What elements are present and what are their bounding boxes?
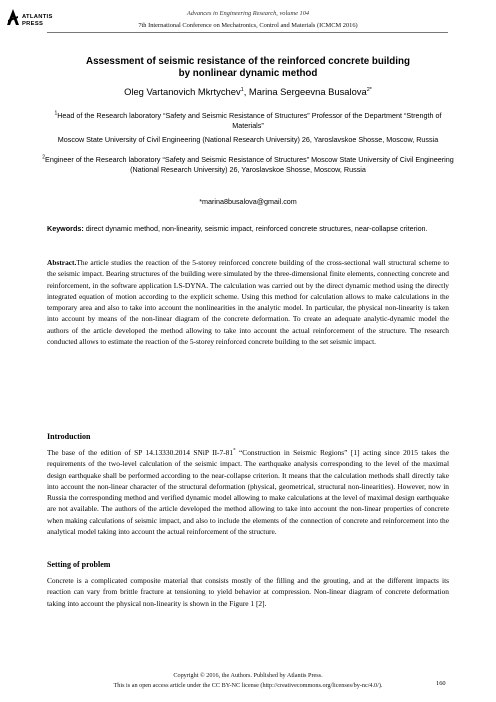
paper-title xyxy=(40,56,456,80)
license-notice[interactable]: This is an open access article under the CC BY-NC license (http://creativecommons.org/licenses/by-nc/4.0/). xyxy=(113,682,383,689)
introduction-paragraph xyxy=(47,447,449,537)
copyright-notice: Copyright © 2016, the Authors. Published by Atlantis Press. xyxy=(173,672,323,679)
affiliation-2-mark: 2 xyxy=(42,154,46,161)
corresponding-email[interactable]: *marina8busalova@gmail.com xyxy=(199,197,297,206)
conference-name: 7th International Conference on Mechatronics, Control and Materials (ICMCM 2016) xyxy=(138,22,358,29)
affiliation-2-text: Engineer of the Research laboratory “Safety and Seismic Resistance of Structures” Moscow State University of Civil Engineering (National Research University) 26, Yaroslavskoe Shosse, Moscow, Russia xyxy=(45,155,454,174)
keywords xyxy=(47,224,449,234)
abstract-label: Abstract. xyxy=(47,258,77,267)
header-rule xyxy=(47,32,448,33)
affiliation-1-position: Head of the Research laboratory “Safety and Seismic Resistance of Structures” Professor of the Department “Strength of Materials” xyxy=(57,111,442,130)
setting-paragraph: Concrete is a complicated composite material that consists mostly of the filling and the grouting, and at the different impacts its reaction can vary from brittle fracture at tensioning to yield behavior at compression. Non-linear diagram of concrete deformation taking into account the physical non-linearity is shown in the Figure 1 [2]. xyxy=(47,576,449,608)
author-separator: , xyxy=(243,86,249,97)
title-line-1: Assessment of seismic resistance of the reinforced concrete building xyxy=(86,56,410,67)
affiliation-1 xyxy=(40,111,456,130)
page-number: 160 xyxy=(436,680,446,687)
affiliation-2 xyxy=(40,155,456,174)
author-1: Oleg Vartanovich Mkrtychev xyxy=(124,86,241,97)
affiliation-1-mark: 1 xyxy=(54,110,58,117)
section-heading-setting-of-problem: Setting of problem xyxy=(47,560,111,569)
title-line-2: by nonlinear dynamic method xyxy=(178,68,318,79)
publisher-logo xyxy=(6,4,53,34)
abstract-text: The article studies the reaction of the 5-storey reinforced concrete building of the cross-sectional wall structural scheme to the seismic impact. Bearing structures of the building were simulated by the three-dimensional finite elements, connecting concrete and reinforcement, in the software application LS-DYNA. The calculation was carried out by the direct dynamic method using the directly integrated equation of motion according to the explicit scheme. Using this method for calculation allows to make calculations in the temporary area and also to take into account the nonlinearities in the analytic model. In particular, the physical non-linearity is taken into account by means of the non-linear diagram of the concrete deformation. To create an adequate analytic-dynamic model the authors of the article developed the method allowing to take into account the actual reinforcement of the structure. The research conducted allows to estimate the reaction of the 5-storey reinforced concrete building to the set seismic impact. xyxy=(47,258,449,347)
author-1-affiliation-mark: 1 xyxy=(240,86,244,93)
abstract xyxy=(47,257,449,347)
author-2-affiliation-mark: 2* xyxy=(366,86,372,93)
section-heading-introduction: Introduction xyxy=(47,432,91,441)
author-list xyxy=(40,86,456,98)
keywords-label: Keywords: xyxy=(47,224,84,233)
logo-text-line1: ATLANTIS xyxy=(22,14,53,20)
introduction-superscript: * xyxy=(233,448,236,454)
logo-text-line2: PRESS xyxy=(22,21,44,27)
journal-name: Advances in Engineering Research, volume 104 xyxy=(186,10,310,17)
affiliation-1-address: Moscow State University of Civil Engineering (National Research University) 26, Yaroslavskoe Shosse, Moscow, Russia xyxy=(57,135,439,144)
introduction-text-part1: The base of the edition of SP 14.13330.2014 SNiP II-7-81 xyxy=(47,448,234,457)
keywords-text: direct dynamic method, non-linearity, seismic impact, reinforced concrete structures, near-collapse criterion. xyxy=(83,224,428,233)
author-2: Marina Sergeevna Busalova xyxy=(248,86,367,97)
introduction-text-part2: “Construction in Seismic Regions” [1] acting since 2015 takes the requirements of the two-level calculation of the seismic impact. The earthquake analysis corresponding to the level of the maximal design earthquake shall be performed according to the near-collapse criterion. It means that the calculation methods shall directly take into account the non-linear character of the structural deformation (physical, geometrical, structural non-linearities). However, now in Russia the corresponding method and verified dynamic model allowing to make calculations at the level of maximal design earthquake are not available. The authors of the article developed the method allowing to take into account the non-linear properties of concrete when making calculations of seismic impact, and also to include the elements of the connection of concrete and reinforcement into the analytical model taking into account the actual reinforcement of the structure. xyxy=(47,448,449,537)
